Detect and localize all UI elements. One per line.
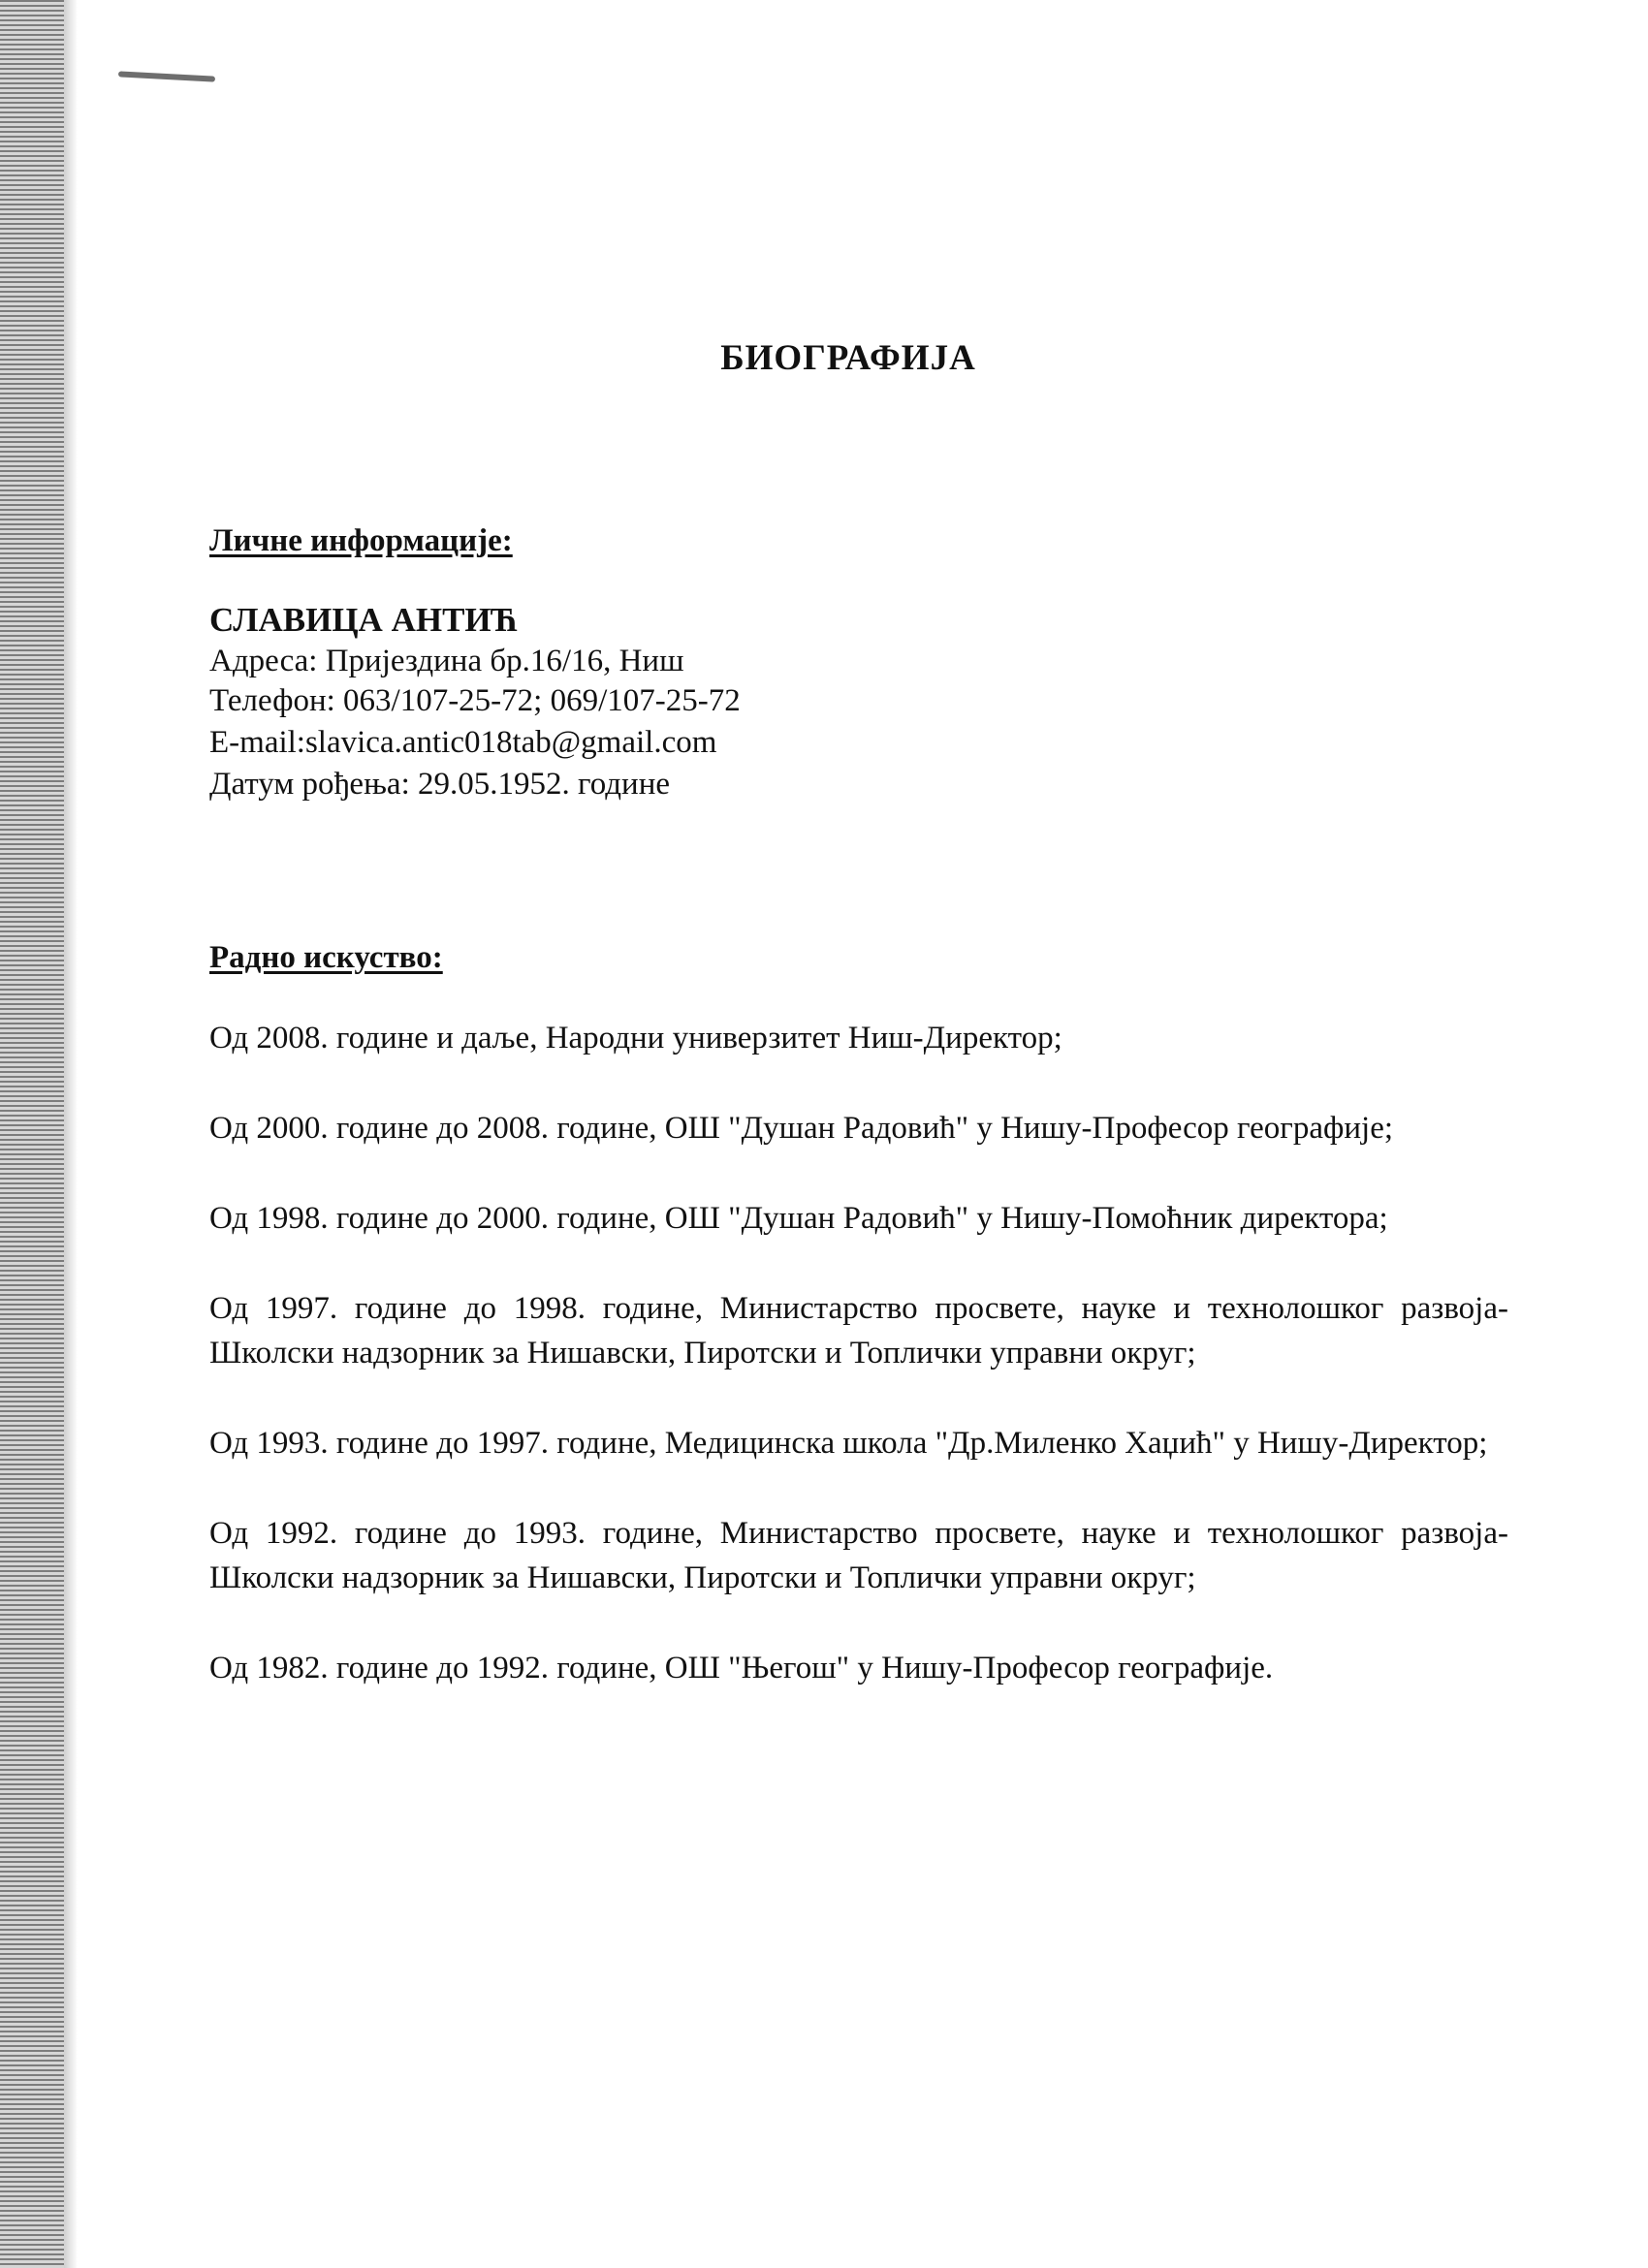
experience-item: Од 2000. године до 2008. године, ОШ "Душан Радовић" у Нишу-Професор географије; (209, 1111, 1394, 1146)
experience-item: Од 1998. године до 2000. године, ОШ "Душан Радовић" у Нишу-Помоћник директора; (209, 1201, 1388, 1236)
address-line: Адреса: Пријездина бр.16/16, Ниш (209, 644, 684, 678)
phone-line: Телефон: 063/107-25-72; 069/107-25-72 (209, 683, 741, 718)
email-line: E-mail:slavica.antic018tab@gmail.com (209, 725, 717, 760)
experience-item: Од 1997. године до 1998. године, Министарство просвете, науке и технолошког развоја-Школски надзорник за Нишавски, Пиротски и Топлички управни округ; (209, 1291, 1508, 1370)
work-experience-list (209, 1016, 1508, 1736)
birthdate-line: Датум рођења: 29.05.1952. године (209, 767, 671, 802)
work-experience-heading: Радно искуство: (209, 940, 443, 975)
person-name: СЛАВИЦА АНТИЋ (209, 601, 519, 639)
experience-item: Од 1992. године до 1993. године, Министарство просвете, науке и технолошког развоја-Школски надзорник за Нишавски, Пиротски и Топлички управни округ; (209, 1516, 1508, 1595)
document-title: БИОГРАФИЈА (720, 338, 976, 378)
experience-item: Од 2008. године и даље, Народни универзитет Ниш-Директор; (209, 1021, 1062, 1055)
personal-info-heading: Личне информације: (209, 523, 513, 558)
experience-item: Од 1982. године до 1992. године, ОШ "Његош" у Нишу-Професор географије. (209, 1651, 1274, 1685)
experience-item: Од 1993. године до 1997. године, Медицинска школа "Др.Миленко Хаџић" у Нишу-Директор; (209, 1426, 1488, 1461)
